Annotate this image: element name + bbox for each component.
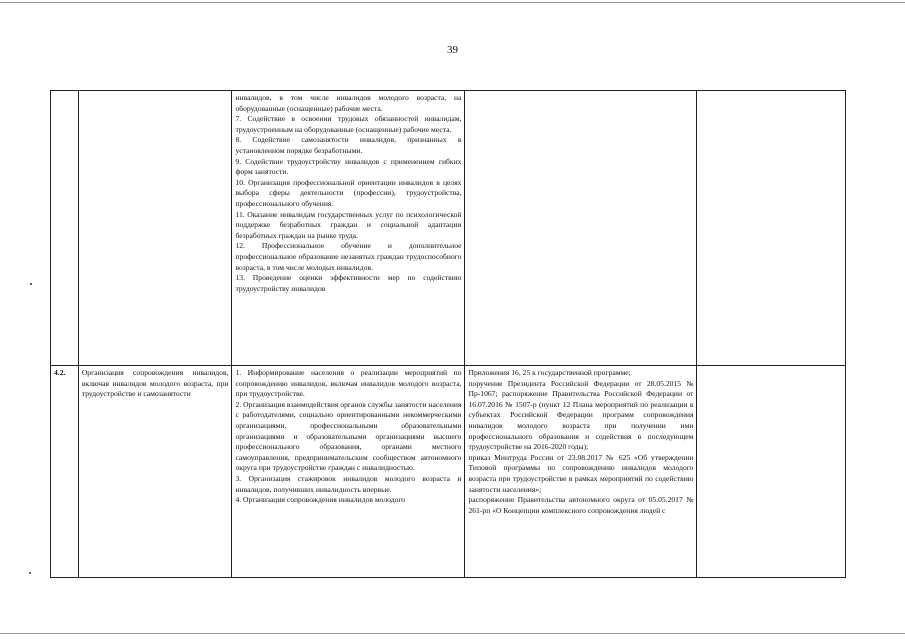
table-row	[51, 366, 846, 578]
page-number: 39	[447, 44, 458, 56]
grounds-cell	[465, 366, 697, 578]
measure-paragraph: 9. Содействие трудоустройству инвалидов с применением гибких форм занятости.	[235, 156, 462, 177]
scan-speck	[30, 283, 32, 285]
measure-paragraph: 12. Профессиональное обучение и дополнительное профессиональное образование незанятых граждан трудоспособного возраста, в том числе молодых инвалидов.	[235, 241, 462, 272]
ground-paragraph: распоряжение Правительства автономного округа от 05.05.2017 № 261-рп «О Концепции комплексного сопровождения людей с	[468, 495, 694, 515]
measures-cell	[232, 366, 465, 578]
measure-paragraph: 10. Организация профессиональной ориентации инвалидов в целях выбора сферы деятельности (профессии), трудоустройства, профессионального обучения.	[235, 177, 462, 208]
ground-paragraph: Приложения 16, 25 к государственной программе;	[468, 368, 631, 377]
measure-paragraph: 1. Информирование населения о реализации мероприятий по сопровождению инвалидов, включая инвалидов молодого возраста, при трудоустройстве.	[235, 368, 462, 399]
measures-cell	[232, 91, 465, 366]
measure-paragraph: 3. Организация стажировок инвалидов молодого возраста и инвалидов, получивших инвалидность впервые.	[235, 473, 462, 494]
measure-paragraph: 11. Оказание инвалидам государственных услуг по психологической поддержке безработных граждан и социальной адаптации безработных граждан на рынке труда.	[235, 209, 462, 240]
ground-paragraph: поручение Президента Российской Федерации от 28.05.2015 № Пр-1067; распоряжение Правительства Российской Федерации от 16.07.2016 № 1507-р (пункт 12 Плана мероприятий по реализации в субъектах Российской Федерации программ сопровождения инвалидов молодого возраста при получении ими профессионального образования и содействия в последующем трудоустройстве на 2016-2020 годы);	[468, 378, 694, 452]
notes-cell	[697, 366, 846, 578]
scan-bottom-edge	[0, 633, 905, 634]
measure-paragraph: 8. Содействие самозанятости инвалидов, признанных в установленном порядке безработными.	[235, 135, 462, 155]
grounds-cell	[465, 91, 697, 366]
row-title-cell	[78, 91, 232, 366]
notes-cell	[697, 91, 846, 366]
table-row	[51, 91, 846, 366]
row-number: 4.2.	[54, 368, 66, 377]
row-title: Организация сопровождения инвалидов, включая инвалидов молодого возраста, при трудоустройстве и самозанятости	[81, 368, 229, 399]
measure-paragraph: 4. Организация сопровождения инвалидов молодого	[235, 495, 406, 505]
measure-paragraph: инвалидов, в том числе инвалидов молодого возраста, на оборудованные (оснащенные) рабочие места.	[235, 93, 462, 113]
scan-top-edge	[0, 2, 905, 3]
ground-paragraph: приказ Минтруда России от 23.08.2017 № 625 «Об утверждении Типовой программы по сопровождению инвалидов молодого возраста при трудоустройстве в рамках мероприятий по содействию занятости населения»;	[468, 452, 694, 494]
measure-paragraph: 7. Содействие в освоении трудовых обязанностей инвалидам, трудоустроенным на оборудованные (оснащенные) рабочие места.	[235, 114, 462, 134]
measure-paragraph: 2. Организация взаимодействия органов службы занятости населения с работодателями, социально ориентированными некоммерческими организациями, профессиональными образовательными организациями и образовательными организациями высшего профессионального образования, органами местного самоуправления, предпринимательским сообществом автономного округа при трудоустройстве граждан с инвалидностью.	[235, 399, 462, 473]
row-title-cell	[78, 366, 232, 578]
scan-speck	[29, 572, 31, 574]
row-number-cell	[51, 366, 79, 578]
row-number-cell	[51, 91, 79, 366]
measures-table	[50, 90, 846, 578]
measure-paragraph: 13. Проведение оценки эффективности мер по содействию трудоустройству инвалидов	[235, 273, 462, 293]
